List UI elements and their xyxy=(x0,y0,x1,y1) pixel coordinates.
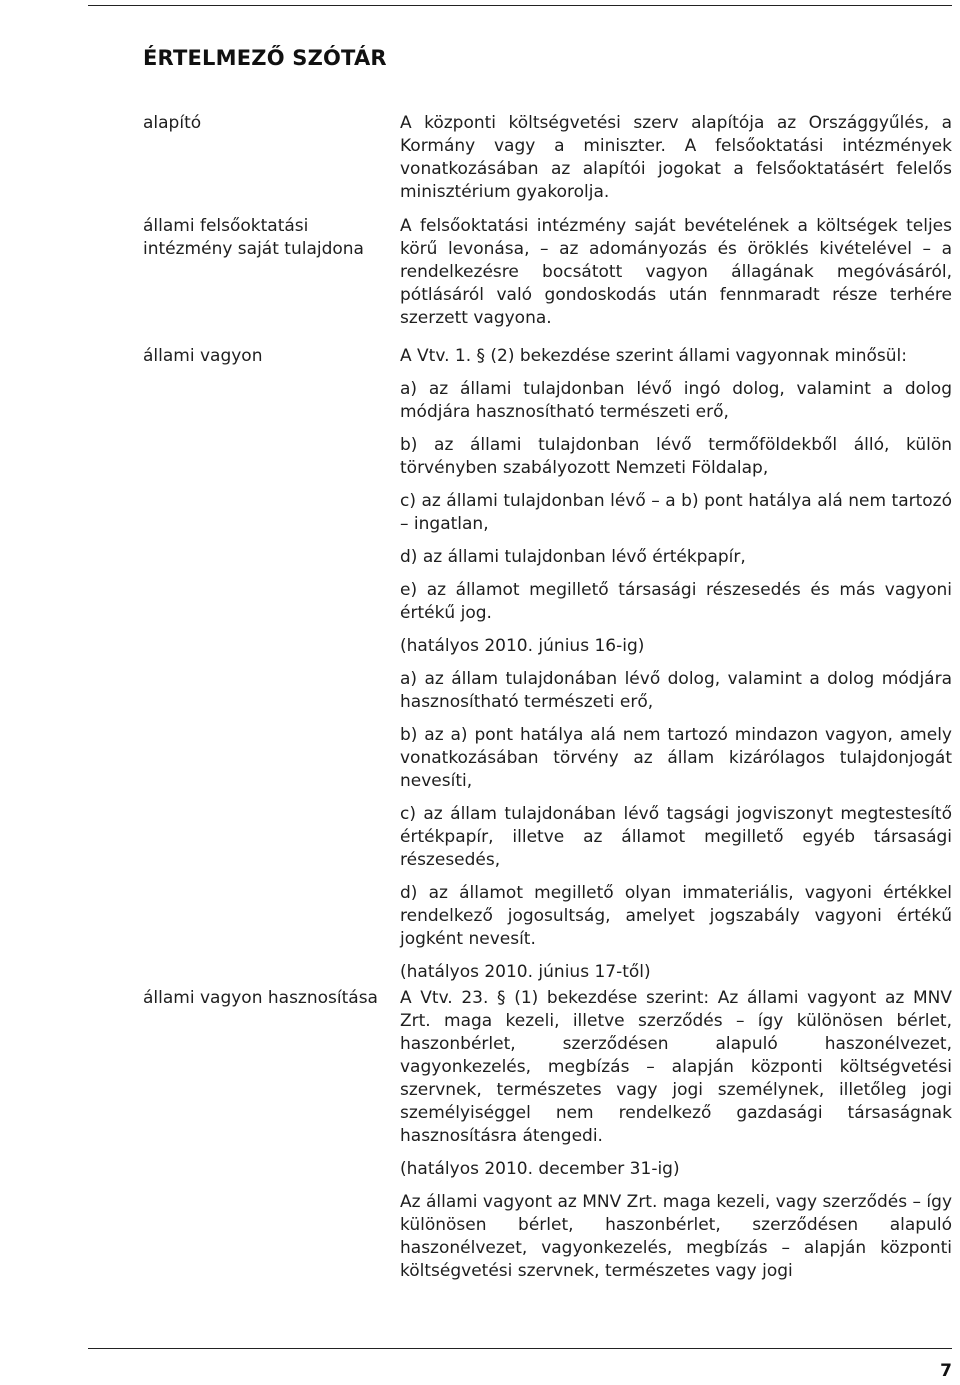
definition-list-item: a) az állam tulajdonában lévő dolog, valamint a dolog módjára hasznosítható természeti erő, xyxy=(400,669,952,712)
definition-list-item: c) az állam tulajdonában lévő tagsági jogviszonyt megtestesítő értékpapír, illetve az államot megillető egyéb társasági részesedés, xyxy=(400,804,952,870)
entry-term: alapító xyxy=(143,113,202,133)
entry-definition xyxy=(400,987,952,1283)
page-number: 7 xyxy=(940,1361,952,1381)
page-title: ÉRTELMEZŐ SZÓTÁR xyxy=(143,46,387,70)
entry-term: állami felsőoktatási intézmény saját tulajdona xyxy=(143,216,364,259)
entry-definition xyxy=(400,215,952,330)
top-rule xyxy=(88,5,952,6)
definition-list-item: a) az állami tulajdonban lévő ingó dolog, valamint a dolog módjára hasznosítható természeti erő, xyxy=(400,379,952,422)
entry-term: állami vagyon xyxy=(143,346,263,366)
definition-list-item: c) az állami tulajdonban lévő – a b) pont hatálya alá nem tartozó – ingatlan, xyxy=(400,491,952,534)
entry-definition xyxy=(400,112,952,204)
definition-paragraph: A központi költségvetési szerv alapítója az Országgyűlés, a Kormány vagy a miniszter. A felsőoktatási intézmények vonatkozásában az alapítói jogokat a felsőoktatásért felelős minisztérium gyakorolja. xyxy=(400,113,952,202)
entry-definition xyxy=(400,345,952,984)
definition-list-item: b) az a) pont hatálya alá nem tartozó mindazon vagyon, amely vonatkozásában törvény az állam kizárólagos tulajdonjogát nevesíti, xyxy=(400,725,952,791)
definition-paragraph: A Vtv. 1. § (2) bekezdése szerint állami vagyonnak minősül: xyxy=(400,346,907,366)
effective-date-note: (hatályos 2010. június 16-ig) xyxy=(400,636,645,656)
definition-paragraph: A felsőoktatási intézmény saját bevételének a költségek teljes körű levonása, – az adományozás és öröklés kivételével – a rendelkezésre bocsátott vagyon állagának megóvásáról, pótlásáról való gondoskodás után fennmaradt része terhére szerzett vagyona. xyxy=(400,216,952,328)
effective-date-note: (hatályos 2010. június 17-től) xyxy=(400,962,651,982)
definition-paragraph: A Vtv. 23. § (1) bekezdése szerint: Az állami vagyont az MNV Zrt. maga kezeli, illetve szerződés – így különösen bérlet, haszonbérlet, szerződésen alapuló haszonélvezet, vagyonkezelés, megbízás – alapján központi költségvetési szervnek, természetes vagy jogi személynek, illetőleg jogi személyiséggel nem rendelkező gazdasági társaságnak hasznosításra átengedi. xyxy=(400,988,952,1146)
definition-list-item: e) az államot megillető társasági részesedés és más vagyoni értékű jog. xyxy=(400,580,952,623)
definition-paragraph: Az állami vagyont az MNV Zrt. maga kezeli, vagy szerződés – így különösen bérlet, haszonbérlet, szerződésen alapuló haszonélvezet, vagyonkezelés, megbízás – alapján központi költségvetési szervnek, természetes vagy jogi xyxy=(400,1192,952,1281)
definition-list-item: d) az államot megillető olyan immateriális, vagyoni értékkel rendelkező jogosultság, amelyet jogszabály vagyoni értékű jogként nevesít. xyxy=(400,883,952,949)
bottom-rule xyxy=(88,1348,952,1349)
effective-date-note: (hatályos 2010. december 31-ig) xyxy=(400,1159,680,1179)
entry-term: állami vagyon hasznosítása xyxy=(143,988,378,1008)
definition-list-item: d) az állami tulajdonban lévő értékpapír, xyxy=(400,547,746,567)
definition-list-item: b) az állami tulajdonban lévő termőföldekből álló, külön törvényben szabályozott Nemzeti Földalap, xyxy=(400,435,952,478)
